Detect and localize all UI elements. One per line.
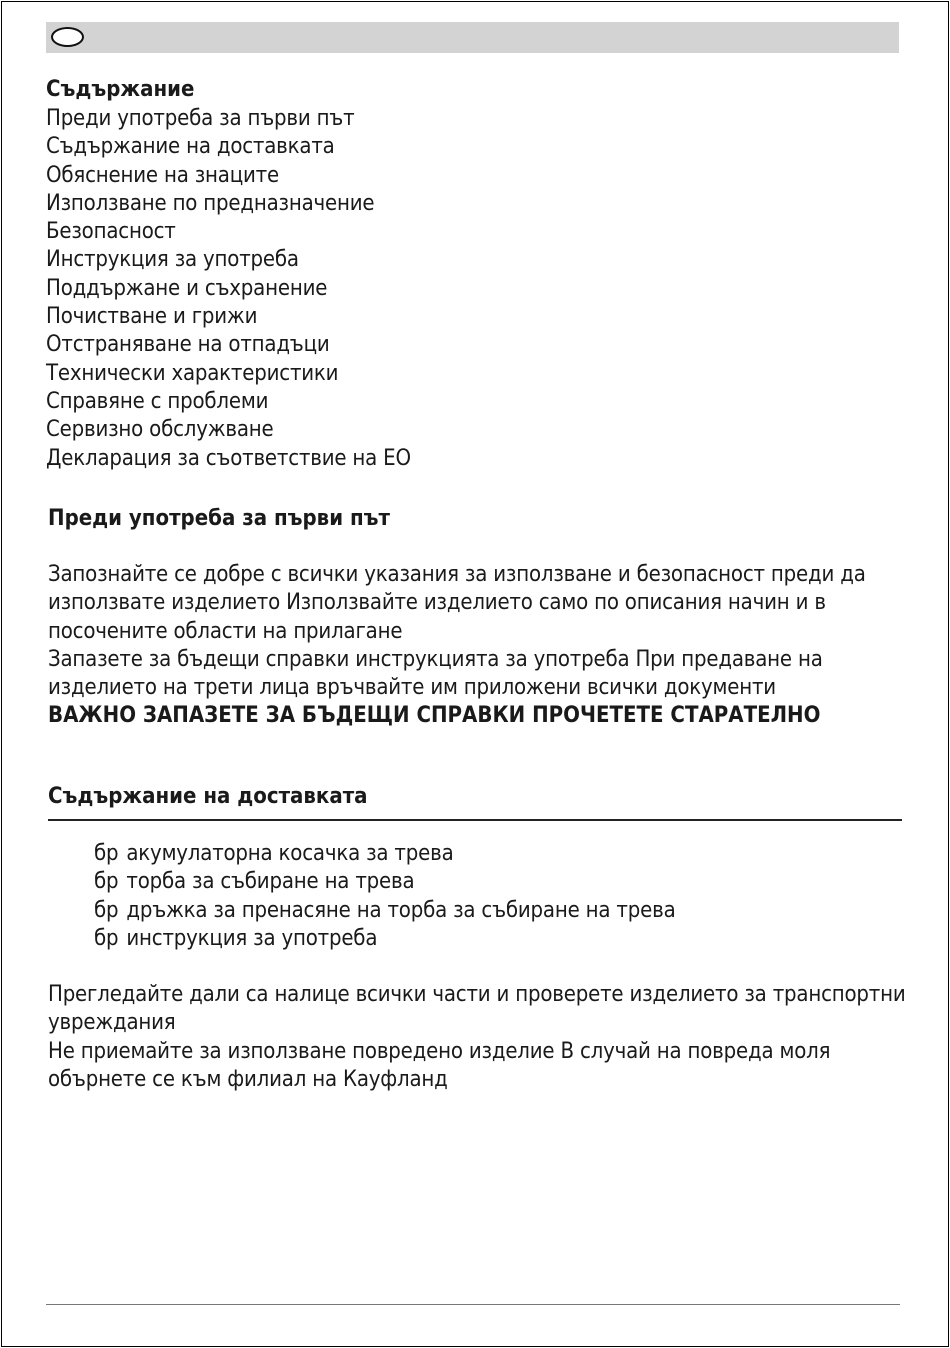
toc-item: Отстраняване на отпадъци [46, 332, 330, 358]
footer-divider [46, 1304, 900, 1305]
toc-list [46, 105, 411, 473]
quantity-unit: бр [94, 925, 119, 951]
delivery-item-text: акумулаторна косачка за трева [126, 841, 454, 866]
quantity-unit: бр [94, 897, 119, 923]
language-badge [51, 27, 84, 47]
toc-item: Използване по предназначение [46, 190, 375, 216]
before-use-paragraph-1 [48, 561, 908, 646]
toc-title: Съдържание [46, 77, 195, 102]
paragraph-line: обърнете се към филиал на Кауфланд [48, 1067, 448, 1093]
toc-item: Преди употреба за първи път [46, 106, 355, 131]
toc-item: Съдържание на доставката [46, 134, 335, 160]
delivery-item-text: дръжка за пренасяне на торба за събиране на трева [126, 897, 676, 923]
delivery-item [94, 868, 676, 896]
important-warning: ВАЖНО ЗАПАЗЕТЕ ЗА БЪДЕЩИ СПРАВКИ ПРОЧЕТЕТЕ СТАРАТЕЛНО [48, 703, 821, 728]
paragraph-line: използвате изделието Използвайте изделието само по описания начин и в [48, 590, 826, 616]
before-use-paragraph-2 [48, 646, 908, 703]
delivery-item [94, 897, 676, 925]
delivery-heading: Съдържание на доставката [48, 784, 368, 809]
paragraph-line: посочените области на прилагане [48, 618, 403, 644]
toc-item: Справяне с проблеми [46, 388, 269, 414]
paragraph-line: Прегледайте дали са налице всички части и проверете изделието за транспортни [48, 982, 906, 1007]
before-use-heading: Преди употреба за първи път [48, 506, 390, 531]
delivery-list [94, 840, 676, 953]
section-divider [48, 819, 902, 821]
delivery-paragraph-1 [48, 981, 908, 1038]
paragraph-line: увреждания [48, 1010, 176, 1036]
paragraph-line: Не приемайте за използване повредено изделие В случай на повреда моля [48, 1039, 831, 1064]
toc-item: Сервизно обслужване [46, 417, 274, 443]
delivery-item [94, 925, 676, 953]
delivery-item [94, 840, 676, 868]
paragraph-line: Запазете за бъдещи справки инструкцията за употреба При предаване на [48, 647, 823, 672]
paragraph-line: изделието на трети лица връчвайте им приложени всички документи [48, 675, 776, 701]
quantity-unit: бр [94, 841, 119, 866]
delivery-item-text: инструкция за употреба [126, 925, 378, 951]
toc-item: Декларация за съответствие на ЕО [46, 445, 411, 471]
paragraph-line: Запознайте се добре с всички указания за използване и безопасност преди да [48, 562, 866, 587]
delivery-paragraph-2 [48, 1038, 908, 1095]
toc-item: Обяснение на знаците [46, 162, 279, 188]
toc-item: Поддържане и съхранение [46, 275, 328, 301]
delivery-item-text: торба за събиране на трева [126, 869, 415, 895]
quantity-unit: бр [94, 869, 119, 895]
toc-item: Безопасност [46, 219, 176, 245]
toc-item: Технически характеристики [46, 360, 339, 386]
header-bar [46, 22, 899, 53]
toc-item: Инструкция за употреба [46, 247, 299, 273]
toc-item: Почистване и грижи [46, 304, 258, 330]
